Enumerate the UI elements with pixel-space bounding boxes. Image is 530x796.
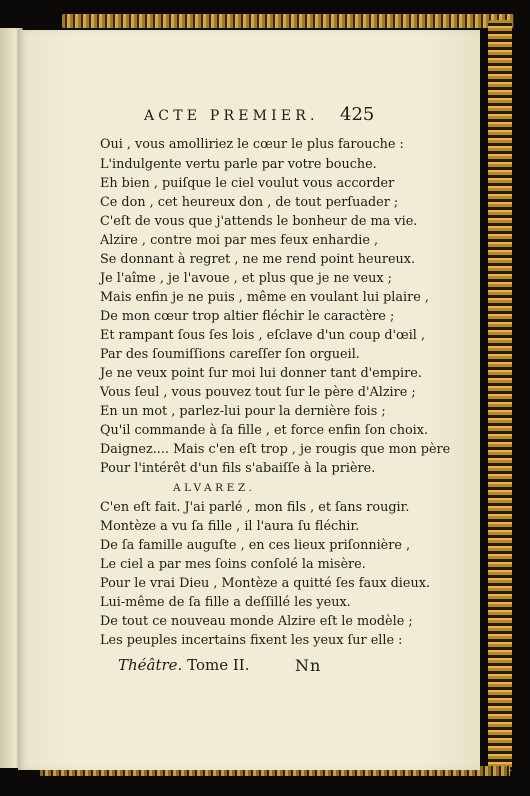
gilt-top-edge	[62, 14, 514, 28]
signature-line	[118, 656, 249, 674]
verse-line: Lui-même de ſa fille a deſſillé les yeux.	[100, 595, 351, 610]
speaker-name: ALVAREZ.	[173, 482, 256, 494]
signature-title: Théâtre.	[118, 656, 183, 674]
verse-line: Qu'il commande à ſa fille , et force enfin ſon choix.	[100, 423, 429, 438]
signature-mark: Nn	[295, 656, 322, 675]
verse-line: L'indulgente vertu parle par votre bouche.	[100, 157, 377, 172]
verse-line: Mais enfin je ne puis , même en voulant lui plaire ,	[100, 290, 429, 305]
verse-line: Je l'aîme , je l'avoue , et plus que je ne veux ;	[100, 271, 392, 286]
verse-line: Vous ſeul , vous pouvez tout ſur le père d'Alzire ;	[100, 385, 416, 400]
verse-line: C'eſt de vous que j'attends le bonheur de ma vie.	[100, 214, 418, 229]
verse-line: C'en eſt fait. J'ai parlé , mon fils , et ſans rougir.	[100, 500, 410, 515]
verse-line: Montèze a vu ſa fille , il l'aura ſu fléchir.	[100, 519, 360, 534]
page-header	[18, 106, 480, 128]
verse-line: Pour l'intérêt d'un fils s'abaiſſe à la prière.	[100, 461, 376, 476]
page-number: 425	[340, 104, 375, 125]
verse-line: De tout ce nouveau monde Alzire eſt le modèle ;	[100, 614, 413, 629]
verse-line: Pour le vrai Dieu , Montèze a quitté ſes faux dieux.	[100, 576, 430, 591]
verse-line: Ce don , cet heureux don , de tout perſuader ;	[100, 195, 399, 210]
signature-volume: Tome II.	[187, 656, 250, 674]
verse-line: En un mot , parlez-lui pour la dernière fois ;	[100, 404, 386, 419]
verse-line: Le ciel a par mes ſoins conſolé la misère.	[100, 557, 366, 572]
verse-line: De mon cœur trop altier fléchir le caractère ;	[100, 309, 395, 324]
verse-line: Oui , vous amolliriez le cœur le plus farouche :	[100, 137, 404, 152]
verse-line: Eh bien , puiſque le ciel voulut vous accorder	[100, 176, 395, 191]
book-page	[18, 30, 480, 770]
verse-line: Et rampant ſous ſes lois , eſclave d'un coup d'œil ,	[100, 328, 426, 343]
verse-line: Par des ſoumiſſions careſſer ſon orgueil.	[100, 347, 360, 362]
verse-line: De ſa famille auguſte , en ces lieux priſonnière ,	[100, 538, 411, 553]
verse-line: Les peuples incertains fixent les yeux ſur elle :	[100, 633, 403, 648]
running-head: ACTE PREMIER.	[144, 108, 319, 124]
verse-line: Se donnant à regret , ne me rend point heureux.	[100, 252, 416, 267]
verse-line: Daignez.... Mais c'en eſt trop , je rougis que mon père	[100, 442, 451, 457]
verse-line: Alzire , contre moi par mes feux enhardie ,	[100, 233, 379, 248]
verse-line: Je ne veux point ſur moi lui donner tant d'empire.	[100, 366, 422, 381]
gilt-fore-edge	[488, 20, 512, 772]
